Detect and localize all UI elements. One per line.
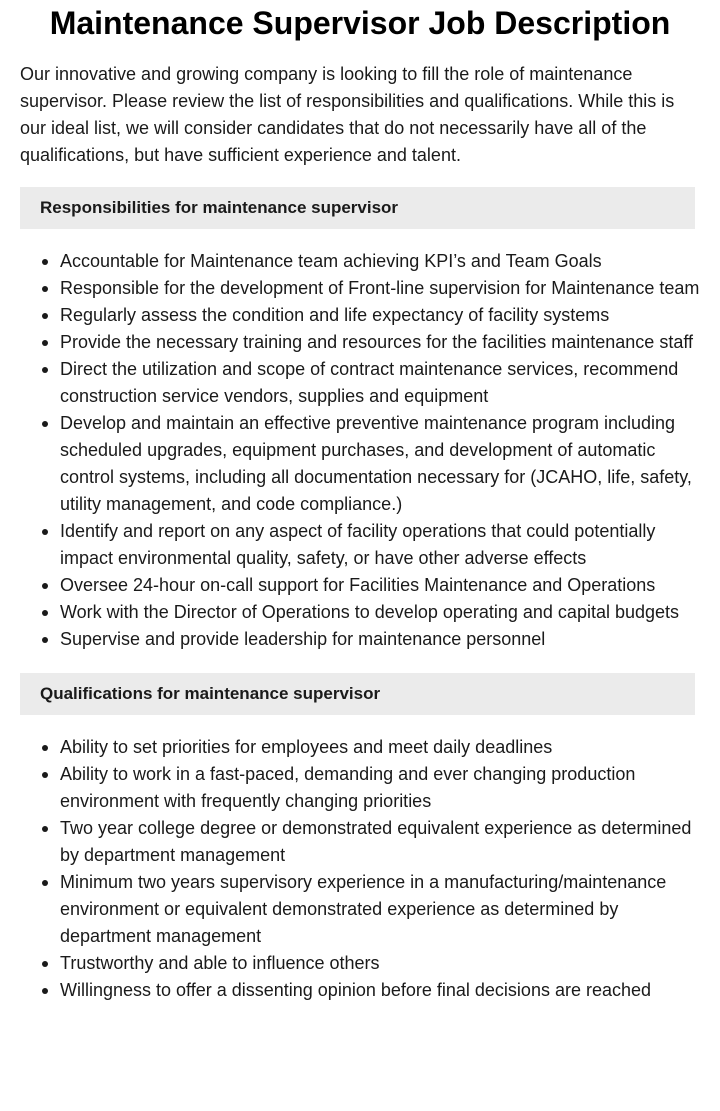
page-title: Maintenance Supervisor Job Description	[49, 5, 671, 41]
list-item: Accountable for Maintenance team achieving KPI’s and Team Goals	[60, 248, 700, 275]
qualifications-heading: Qualifications for maintenance supervisor	[40, 684, 381, 703]
list-item: Trustworthy and able to influence others	[60, 950, 700, 977]
qualifications-header	[20, 673, 695, 715]
list-item: Work with the Director of Operations to develop operating and capital budgets	[60, 599, 700, 626]
responsibilities-header	[20, 187, 695, 229]
list-item: Ability to work in a fast-paced, demanding and ever changing production environment with frequently changing priorities	[60, 761, 700, 815]
list-item: Two year college degree or demonstrated equivalent experience as determined by department management	[60, 815, 700, 869]
list-item: Responsible for the development of Front-line supervision for Maintenance team	[60, 275, 700, 302]
list-item: Oversee 24-hour on-call support for Facilities Maintenance and Operations	[60, 572, 700, 599]
list-item: Identify and report on any aspect of facility operations that could potentially impact environmental quality, safety, or have other adverse effects	[60, 518, 700, 572]
list-item: Direct the utilization and scope of contract maintenance services, recommend construction service vendors, supplies and equipment	[60, 356, 700, 410]
list-item: Regularly assess the condition and life expectancy of facility systems	[60, 302, 700, 329]
list-item: Willingness to offer a dissenting opinion before final decisions are reached	[60, 977, 700, 1004]
list-item: Provide the necessary training and resources for the facilities maintenance staff	[60, 329, 700, 356]
list-item: Supervise and provide leadership for maintenance personnel	[60, 626, 700, 653]
list-item: Develop and maintain an effective preventive maintenance program including scheduled upgrades, equipment purchases, and development of automatic control systems, including all documentation necessary for (JCAHO, life, safety, utility management, and code compliance.)	[60, 410, 700, 518]
responsibilities-heading: Responsibilities for maintenance supervisor	[40, 198, 399, 217]
list-item: Minimum two years supervisory experience in a manufacturing/maintenance environment or equivalent demonstrated experience as determined by department management	[60, 869, 700, 950]
list-item: Ability to set priorities for employees and meet daily deadlines	[60, 734, 700, 761]
intro-paragraph: Our innovative and growing company is looking to fill the role of maintenance supervisor. Please review the list of responsibilities and qualifications. While this is our ideal list, we will consider candidates that do not necessarily have all of the qualifications, but have sufficient experience and talent.	[20, 64, 675, 165]
qualifications-list	[20, 734, 700, 1004]
responsibilities-list	[20, 248, 700, 653]
